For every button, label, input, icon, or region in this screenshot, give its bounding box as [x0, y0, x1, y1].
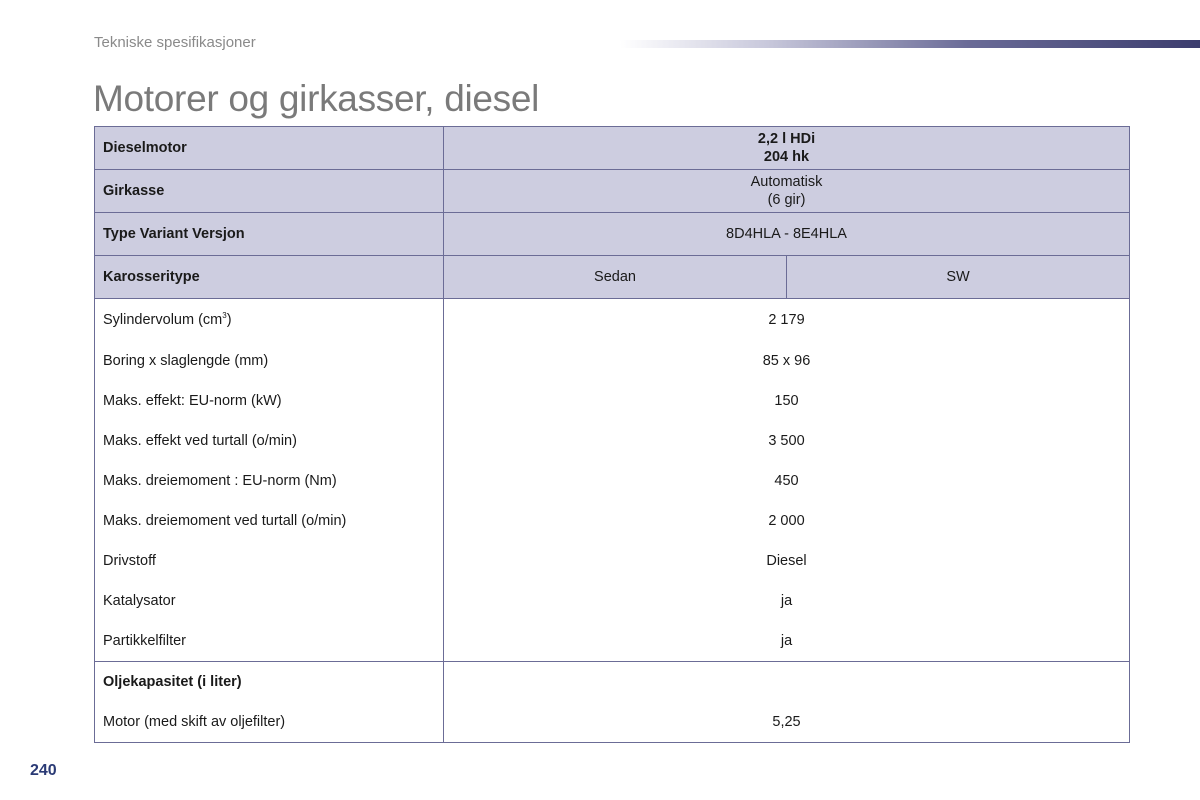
- spec-row: [95, 541, 1130, 581]
- type-row: [95, 213, 1130, 256]
- gearbox-value-line1: Automatisk: [750, 174, 823, 190]
- spec-value: 450: [444, 461, 1130, 501]
- section-label: Tekniske spesifikasjoner: [94, 34, 256, 51]
- header-gradient-bar: [620, 40, 1200, 48]
- gearbox-row: [95, 170, 1130, 213]
- gearbox-value: [444, 170, 1130, 213]
- spec-value: 2 000: [444, 501, 1130, 541]
- oil-capacity-heading-empty: [444, 662, 1130, 703]
- spec-value: 3 500: [444, 421, 1130, 461]
- spec-row: [95, 299, 1130, 342]
- oil-capacity-label: Motor (med skift av oljefilter): [95, 702, 444, 743]
- body-type-sw: SW: [787, 256, 1130, 299]
- spec-row: [95, 581, 1130, 621]
- engine-value: [444, 127, 1130, 170]
- body-type-row: [95, 256, 1130, 299]
- spec-value: Diesel: [444, 541, 1130, 581]
- spec-label: Sylindervolum $(cm^3)$: [95, 299, 444, 342]
- gearbox-label: Girkasse: [95, 170, 444, 213]
- spec-row: [95, 341, 1130, 381]
- engine-value-line1: 2,2 l HDi: [757, 131, 816, 147]
- spec-row: [95, 621, 1130, 662]
- spec-label: Drivstoff: [95, 541, 444, 581]
- engine-label: Dieselmotor: [95, 127, 444, 170]
- body-type-sedan: Sedan: [444, 256, 787, 299]
- engine-row: [95, 127, 1130, 170]
- spec-row: [95, 461, 1130, 501]
- engine-value-line2: 204 hk: [763, 149, 810, 165]
- spec-row: [95, 381, 1130, 421]
- page-number: 240: [30, 762, 57, 779]
- body-type-label: Karosseritype: [95, 256, 444, 299]
- spec-value: ja: [444, 581, 1130, 621]
- oil-capacity-heading: Oljekapasitet (i liter): [95, 662, 444, 703]
- type-value: 8D4HLA - 8E4HLA: [444, 213, 1130, 256]
- oil-capacity-value: 5,25: [444, 702, 1130, 743]
- page-title: Motorer og girkasser, diesel: [93, 78, 540, 119]
- spec-label: Boring x slaglengde (mm): [95, 341, 444, 381]
- oil-capacity-row: [95, 702, 1130, 743]
- spec-value: 2 179: [444, 299, 1130, 342]
- spec-label: Partikkelfilter: [95, 621, 444, 662]
- oil-capacity-heading-row: [95, 662, 1130, 703]
- spec-row: [95, 501, 1130, 541]
- spec-label: Maks. dreiemoment : EU-norm (Nm): [95, 461, 444, 501]
- spec-label: Katalysator: [95, 581, 444, 621]
- spec-value: 85 x 96: [444, 341, 1130, 381]
- type-label: Type Variant Versjon: [95, 213, 444, 256]
- spec-label: Maks. effekt ved turtall (o/min): [95, 421, 444, 461]
- spec-value: 150: [444, 381, 1130, 421]
- spec-label: Maks. effekt: EU-norm (kW): [95, 381, 444, 421]
- spec-label: Maks. dreiemoment ved turtall (o/min): [95, 501, 444, 541]
- spec-table: [94, 126, 1130, 743]
- gearbox-value-line2: (6 gir): [767, 192, 806, 208]
- spec-value: ja: [444, 621, 1130, 662]
- spec-row: [95, 421, 1130, 461]
